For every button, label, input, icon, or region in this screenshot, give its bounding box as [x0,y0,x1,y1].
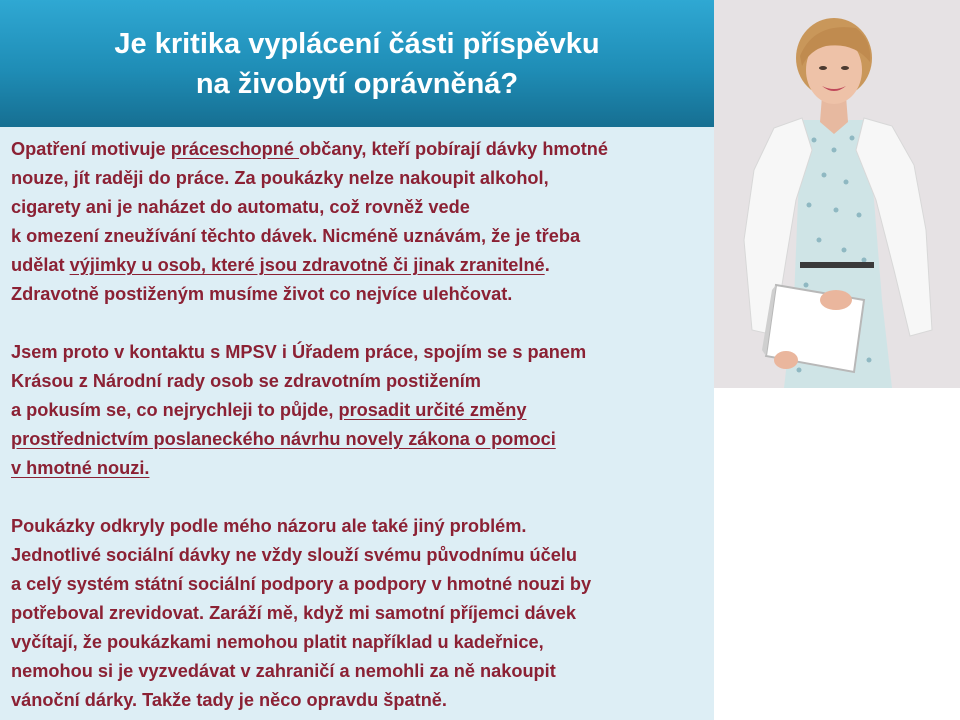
paragraph-3-line-2: Jednotlivé sociální dávky ne vždy slouží svému původnímu účelu [11,545,577,565]
slide-title-line-2: na živobytí oprávněná? [195,67,519,100]
paragraph-2-line-1: Jsem proto v kontaktu s MPSV i Úřadem práce, spojím se s panem [11,342,587,362]
paragraph-1-line-5 [11,251,711,280]
paragraph-3-line-7: vánoční dárky. Takže tady je něco opravdu špatně. [11,690,447,710]
paragraph-gap [11,309,711,338]
underlined-text: prosadit určité změny [338,400,527,420]
paragraph-gap [11,483,711,512]
slide-body-text [11,135,711,715]
text-run: a pokusím se, co nejrychleji to půjde, [11,400,339,420]
underlined-text: výjimky u osob, které jsou zdravotně či jinak zranitelné [69,255,545,275]
paragraph-1-line-3: cigarety ani je naházet do automatu, což rovněž vede [11,197,470,217]
text-run: . [544,255,550,275]
text-run: udělat [11,255,70,275]
paragraph-2-line-3 [11,396,711,425]
paragraph-2-line-5 [11,454,711,483]
slide-title-line-1: Je kritika vyplácení části příspěvku [114,27,600,60]
slide-title [84,24,629,104]
underlined-text: práceschopné [170,139,300,159]
portrait-illustration [714,0,960,388]
paragraph-1-line-2: nouze, jít raději do práce. Za poukázky nelze nakoupit alkohol, [11,168,549,188]
paragraph-3-line-4: potřeboval zrevidovat. Zaráží mě, když mi samotní příjemci dávek [11,603,577,623]
paragraph-3-line-5: vyčítají, že poukázkami nemohou platit například u kadeřnice, [11,632,544,652]
paragraph-3-line-3: a celý systém státní sociální podpory a podpory v hmotné nouzi by [11,574,592,594]
paragraph-2-line-2: Krásou z Národní rady osob se zdravotním postižením [11,371,481,391]
portrait-photo [714,0,960,388]
underlined-text: v hmotné nouzi. [11,458,150,478]
paragraph-1-line-6: Zdravotně postiženým musíme život co nejvíce ulehčovat. [11,284,513,304]
text-run: občany, kteří pobírají dávky hmotné [299,139,608,159]
paragraph-1-line-4: k omezení zneužívání těchto dávek. Nicméně uznávám, že je třeba [11,226,581,246]
paragraph-2-line-4 [11,425,711,454]
paragraph-3-line-6: nemohou si je vyzvedávat v zahraničí a nemohli za ně nakoupit [11,661,556,681]
underlined-text: prostřednictvím poslaneckého návrhu novely zákona o pomoci [11,429,556,449]
text-run: Opatření motivuje [11,139,171,159]
paragraph-3-line-1: Poukázky odkryly podle mého názoru ale také jiný problém. [11,516,527,536]
title-banner [0,0,714,127]
paragraph-1-line-1 [11,135,711,164]
text-panel [0,127,714,720]
